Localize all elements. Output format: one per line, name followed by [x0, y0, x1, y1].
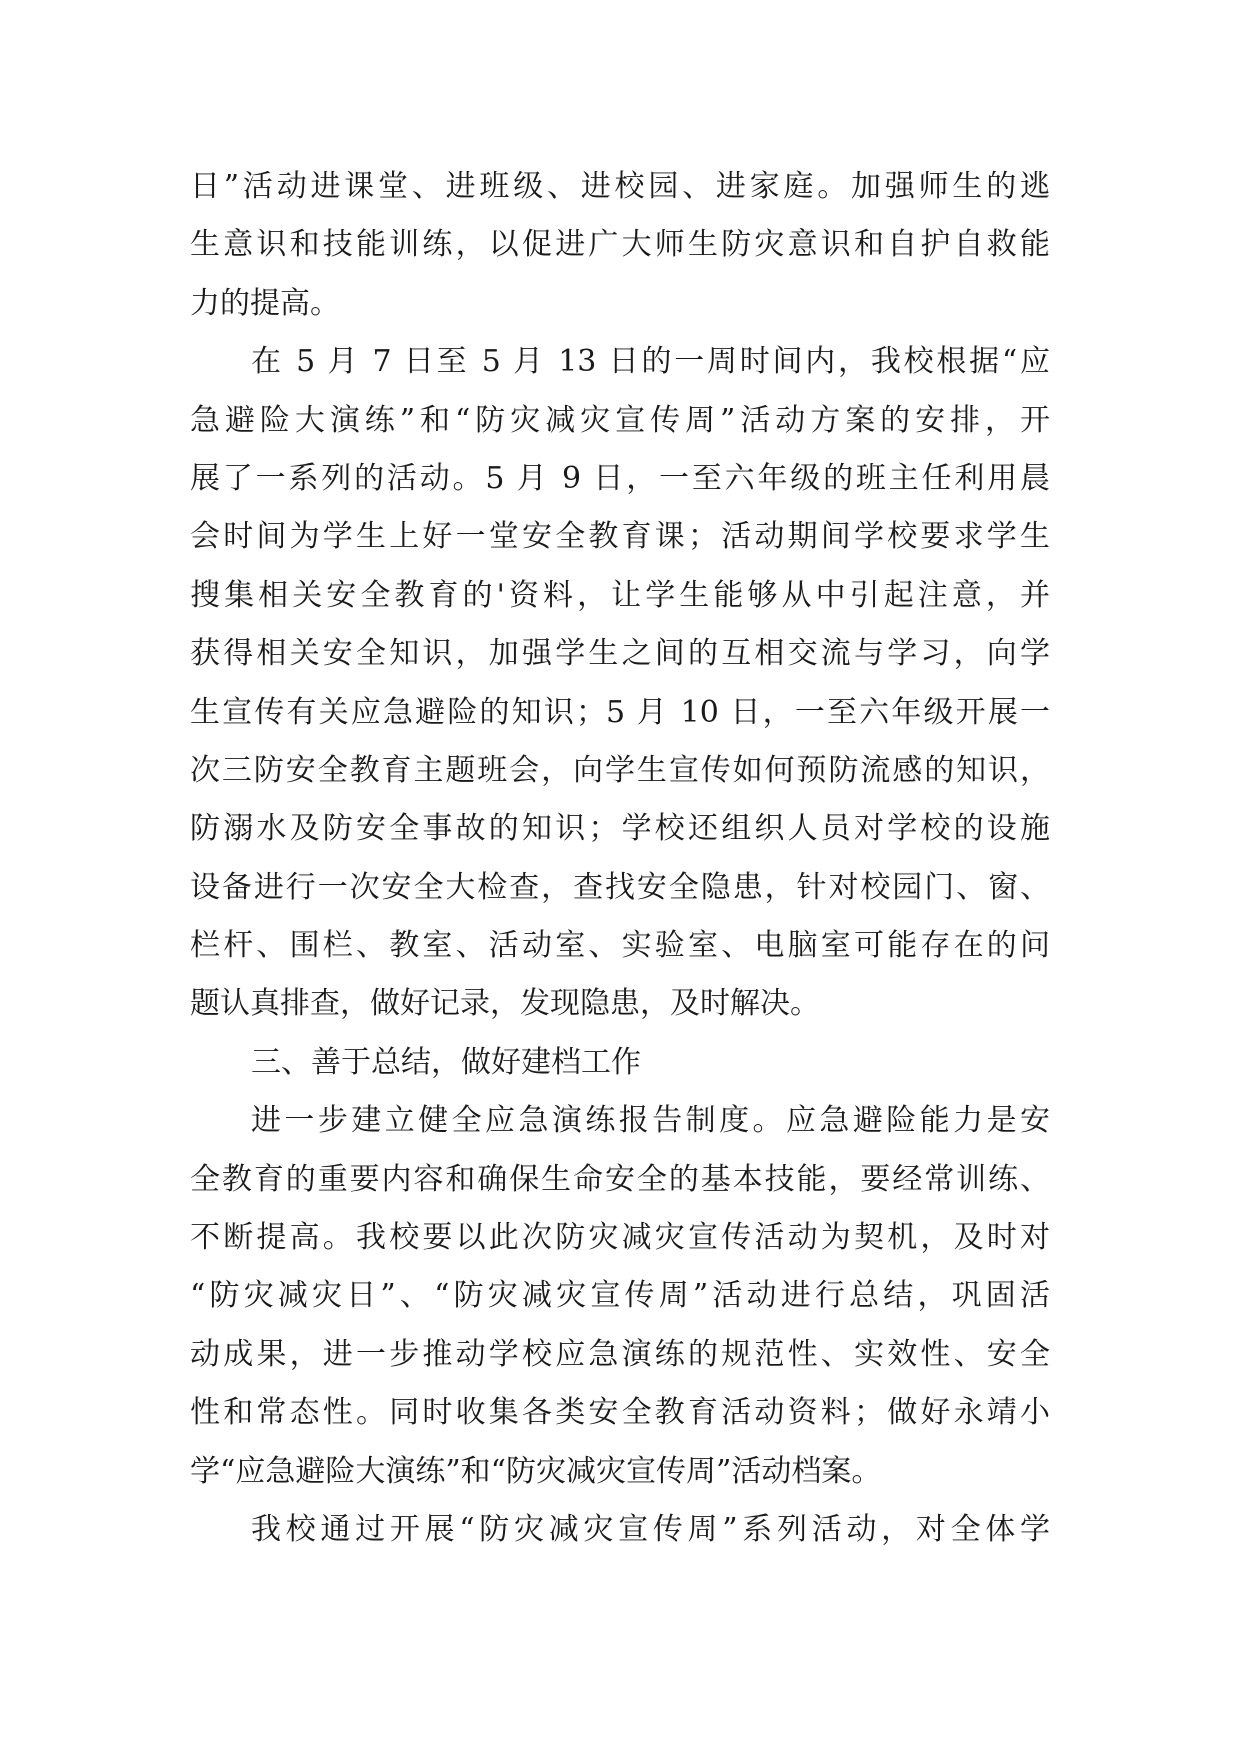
text-line: 动成果，进一步推动学校应急演练的规范性、实效性、安全: [190, 1336, 1050, 1372]
text-line: 搜集相关安全教育的'资料，让学生能够从中引起注意，并: [190, 577, 1050, 613]
text-line: 次三防安全教育主题班会，向学生宣传如何预防流感的知识，: [190, 752, 1050, 788]
text-line: 在 5 月 7 日至 5 月 13 日的一周时间内，我校根据“应: [251, 344, 1050, 380]
text-line: 题认真排查，做好记录，发现隐患，及时解决。: [190, 986, 820, 1022]
text-line: 急避险大演练”和“防灾减灾宣传周”活动方案的安排，开: [190, 402, 1050, 438]
text-line: 力的提高。: [190, 285, 340, 321]
text-line: 不断提高。我校要以此次防灾减灾宣传活动为契机，及时对: [190, 1220, 1050, 1256]
text-line: 进一步建立健全应急演练报告制度。应急避险能力是安: [251, 1103, 1050, 1139]
text-line: 防溺水及防安全事故的知识；学校还组织人员对学校的设施: [190, 811, 1050, 847]
text-line: 获得相关安全知识，加强学生之间的互相交流与学习，向学: [190, 636, 1050, 672]
text-line: 生宣传有关应急避险的知识；5 月 10 日，一至六年级开展一: [190, 694, 1050, 730]
text-line: 我校通过开展“防灾减灾宣传周”系列活动，对全体学: [251, 1511, 1050, 1547]
text-line: “防灾减灾日”、“防灾减灾宣传周”活动进行总结，巩固活: [190, 1278, 1050, 1314]
text-line: 设备进行一次安全大检查，查找安全隐患，针对校园门、窗、: [190, 869, 1050, 905]
document-body: [190, 158, 1050, 1559]
text-line: 会时间为学生上好一堂安全教育课；活动期间学校要求学生: [190, 519, 1050, 555]
text-line: 全教育的重要内容和确保生命安全的基本技能，要经常训练、: [190, 1161, 1050, 1197]
text-line: 生意识和技能训练，以促进广大师生防灾意识和自护自救能: [190, 227, 1050, 263]
text-line: 展了一系列的活动。5 月 9 日，一至六年级的班主任利用晨: [190, 460, 1050, 496]
text-line: 学“应急避险大演练”和“防灾减灾宣传周”活动档案。: [190, 1453, 882, 1489]
text-line: 日”活动进课堂、进班级、进校园、进家庭。加强师生的逃: [190, 169, 1050, 204]
text-line: 性和常态性。同时收集各类安全教育活动资料；做好永靖小: [190, 1395, 1050, 1431]
text-line: 三、善于总结，做好建档工作: [251, 1044, 641, 1080]
text-line: 栏杆、围栏、教室、活动室、实验室、电脑室可能存在的问: [190, 928, 1050, 964]
